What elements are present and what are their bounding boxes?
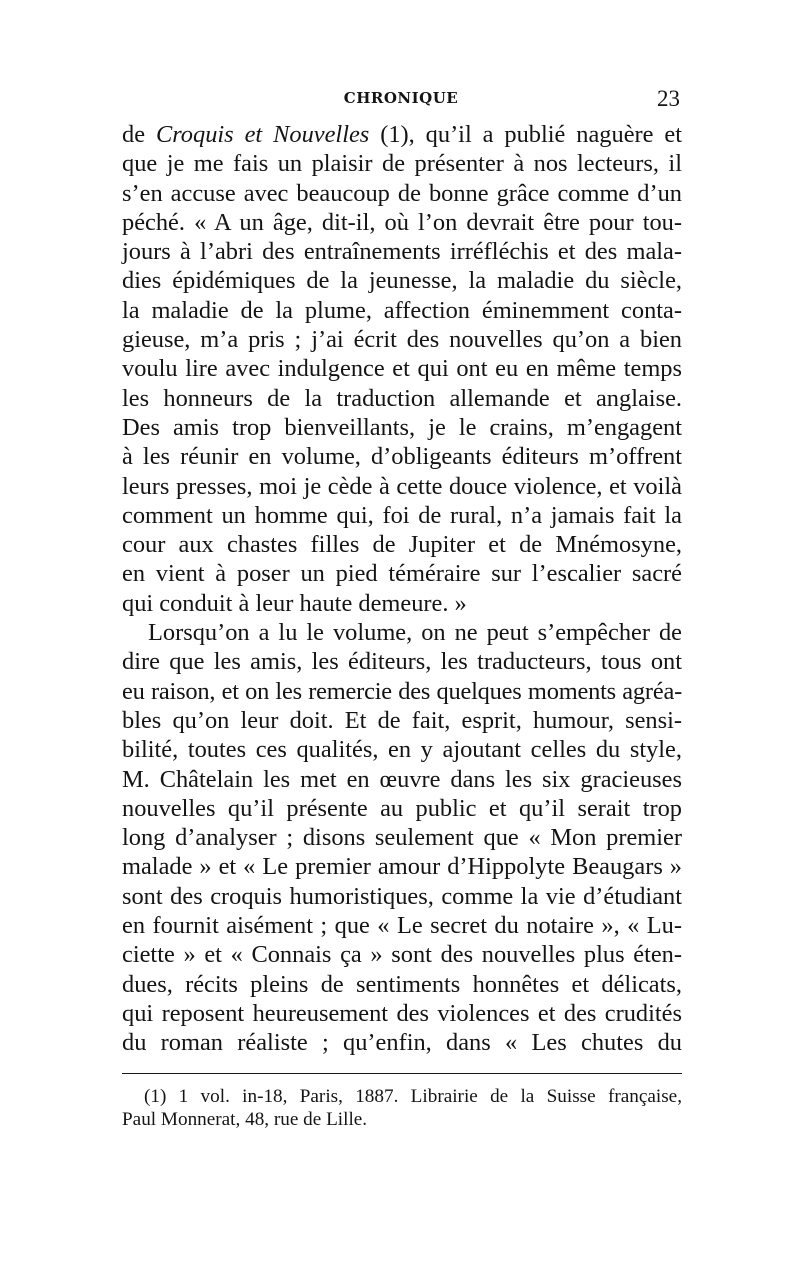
text-line: bles qu’on leur doit. Et de fait, esprit, humour, sensi- [122,706,682,734]
text-line: qui reposent heureusement des violences et des crudités [122,999,682,1027]
text-line: comment un homme qui, foi de rural, n’a jamais fait la [122,501,682,529]
text-line: péché. « A un âge, dit-il, où l’on devrait être pour tou- [122,208,682,236]
text-line: cour aux chastes filles de Jupiter et de Mnémosyne, [122,531,682,559]
footnote-rule [122,1073,682,1074]
text-line: que je me fais un plaisir de présenter à nos lecteurs, il [122,150,682,178]
text-line: voulu lire avec indulgence et qui ont eu en même temps [122,355,682,383]
text-line: Des amis trop bienveillants, je le crains, m’engagent [122,413,682,441]
text-line: dues, récits pleins de sentiments honnêtes et délicats, [122,970,682,998]
text-line: dies épidémiques de la jeunesse, la maladie du siècle, [122,267,682,295]
text-line: dire que les amis, les éditeurs, les traducteurs, tous ont [122,648,682,676]
text-line: sont des croquis humoristiques, comme la vie d’étudiant [122,882,682,910]
footnotes [122,1085,682,1131]
text-line: bilité, toutes ces qualités, en y ajoutant celles du style, [122,736,682,764]
text-line: qui conduit à leur haute demeure. » [122,589,467,617]
text-line: en vient à poser un pied téméraire sur l’escalier sacré [122,560,682,588]
text-line: leurs presses, moi je cède à cette douce violence, et voilà [122,472,682,500]
text-line: nouvelles qu’il présente au public et qu’il serait trop [122,794,682,822]
running-title: CHRONIQUE [343,89,459,107]
text-line: la maladie de la plume, affection éminemment conta- [122,296,682,324]
text-line: jours à l’abri des entraînements irréfléchis et des mala- [122,238,682,266]
text-line: s’en accuse avec beaucoup de bonne grâce comme d’un [122,179,682,207]
text-line: malade » et « Le premier amour d’Hippolyte Beaugars » [122,853,682,881]
text-line: en fournit aisément ; que « Le secret du notaire », « Lu- [122,912,682,940]
text-line: les honneurs de la traduction allemande et anglaise. [122,384,682,412]
book-title: Croquis et Nouvelles [155,121,370,148]
footnote-line: Paul Monnerat, 48, rue de Lille. [122,1109,368,1130]
text-line: de Croquis et Nouvelles (1), qu’il a publié naguère et [122,121,682,148]
text-line: M. Châtelain les met en œuvre dans les six gracieuses [122,765,682,793]
text-line: à les réunir en volume, d’obligeants éditeurs m’offrent [122,443,682,471]
text-line: ciette » et « Connais ça » sont des nouvelles plus éten- [122,941,682,969]
page-number: 23 [657,86,680,111]
text-line: du roman réaliste ; qu’enfin, dans « Les chutes du [122,1029,682,1057]
running-head [122,86,680,112]
text-line: Lorsqu’on a lu le volume, on ne peut s’empêcher de [148,619,682,647]
body-text [122,120,682,1058]
text-line: gieuse, m’a pris ; j’ai écrit des nouvelles qu’on a bien [122,326,682,354]
text-line: long d’analyser ; disons seulement que « Mon premier [122,824,682,852]
text-line: eu raison, et on les remercie des quelques moments agréa- [122,677,682,705]
footnote-line: (1) 1 vol. in-18, Paris, 1887. Librairie de la Suisse française, [144,1086,682,1107]
